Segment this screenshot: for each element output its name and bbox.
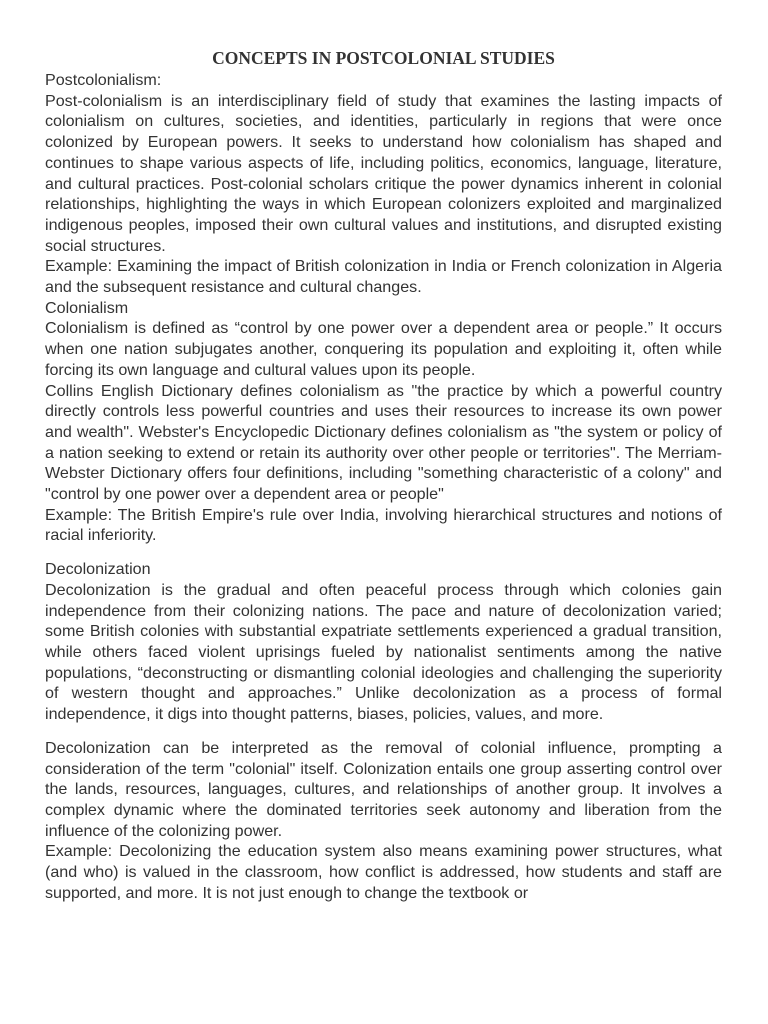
decolonization-definition: Decolonization is the gradual and often peaceful process through which colonies gain independence from their colonizing nations. The pace and nature of decolonization varied; some British colonies with substantial expatriate settlements experienced a gradual transition, while others faced violent uprisings fueled by nationalist sentiments among the native populations, “deconstructing or dismantling colonial ideologies and challenging the superiority of western thought and approaches.” Unlike decolonization as a process of formal independence, it digs into thought patterns, biases, policies, values, and more. [45,580,722,724]
decolonization-interpretation: Decolonization can be interpreted as the removal of colonial influence, prompting a consideration of the term "colonial" itself. Colonization entails one group asserting control over the lands, resources, languages, cultures, and relationships of another group. It involves a complex dynamic where the dominated territories seek autonomy and liberation from the influence of the colonizing power. [45,738,722,840]
document-page [45,47,722,903]
postcolonialism-definition: Post-colonialism is an interdisciplinary field of study that examines the lasting impacts of colonialism on cultures, societies, and identities, particularly in regions that were once colonized by European powers. It seeks to understand how colonialism has shaped and continues to shape various aspects of life, including politics, economics, language, literature, and cultural practices. Post-colonial scholars critique the power dynamics inherent in colonial relationships, highlighting the ways in which European colonizers exploited and marginalized indigenous peoples, imposed their own cultural values and institutions, and disrupted existing social structures. [45,91,722,255]
colonialism-dictionary-definitions: Collins English Dictionary defines colonialism as "the practice by which a powerful country directly controls less powerful countries and uses their resources to increase its own power and wealth". Webster's Encyclopedic Dictionary defines colonialism as "the system or policy of a nation seeking to extend or retain its authority over other people or territories". The Merriam-Webster Dictionary offers four definitions, including "something characteristic of a colony" and "control by one power over a dependent area or people" [45,381,722,504]
section-heading-decolonization: Decolonization [45,560,151,579]
decolonization-example: Example: Decolonizing the education system also means examining power structures, what (and who) is valued in the classroom, how conflict is addressed, how students and staff are supported, and more. It is not just enough to change the textbook or [45,842,722,902]
postcolonialism-example: Example: Examining the impact of British colonization in India or French colonization in Algeria and the subsequent resistance and cultural changes. [45,257,722,297]
section-heading-colonialism: Colonialism [45,298,129,317]
colonialism-definition: Colonialism is defined as “control by one power over a dependent area or people.” It occurs when one nation subjugates another, conquering its population and exploiting it, often while forcing its own language and cultural values upon its people. [45,319,722,379]
document-title: CONCEPTS IN POSTCOLONIAL STUDIES [212,48,555,68]
colonialism-example: Example: The British Empire's rule over India, involving hierarchical structures and notions of racial inferiority. [45,505,722,545]
section-heading-postcolonialism: Postcolonialism: [45,71,162,89]
